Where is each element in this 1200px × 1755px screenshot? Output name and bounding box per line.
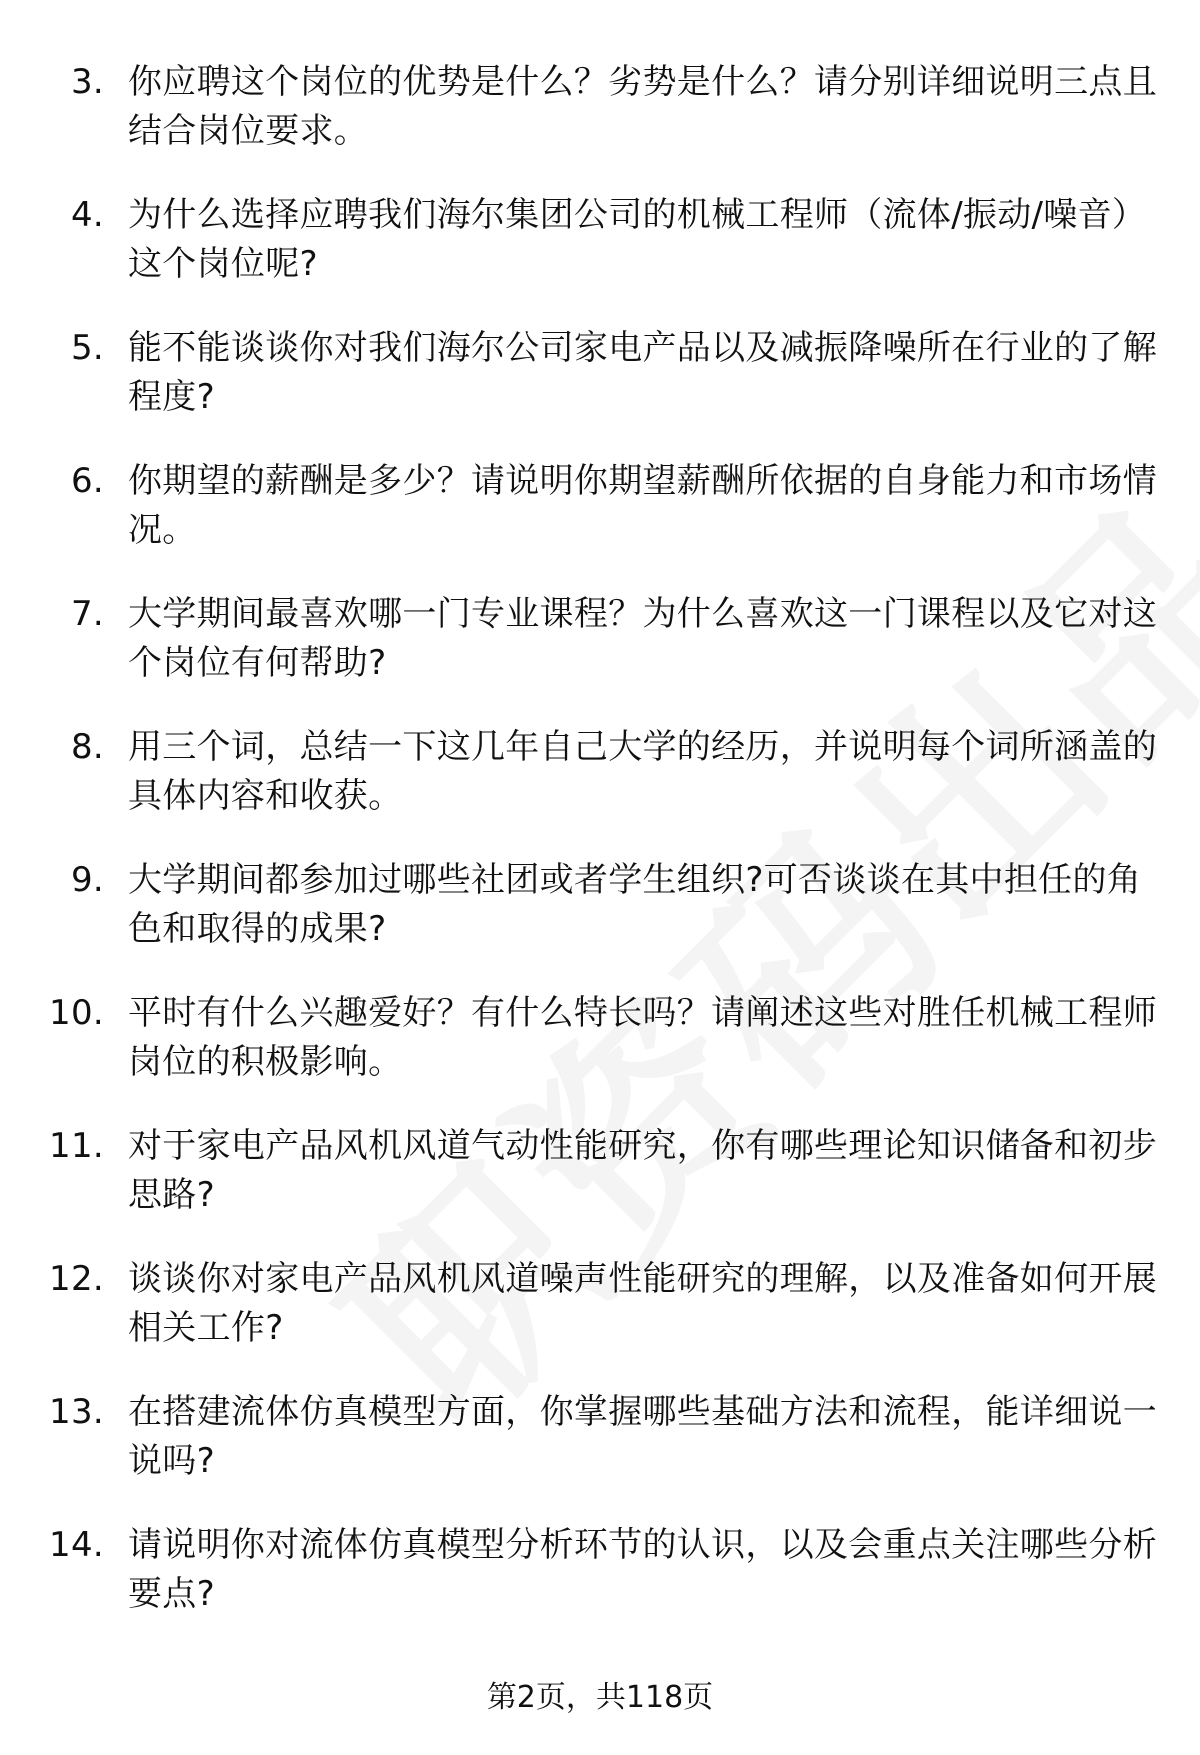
question-number: 7. [70,594,104,634]
page-footer [0,1678,1200,1718]
question-item [0,590,1200,688]
question-item [0,723,1200,821]
question-number: 10. [49,993,104,1033]
page-number-label: 第2页，共118页 [486,1680,714,1715]
question-text: 在搭建流体仿真模型方面，你掌握哪些基础方法和流程，能详细说一说吗? [128,1392,1157,1481]
question-item [0,989,1200,1087]
question-number: 8. [70,727,104,767]
question-item [0,1122,1200,1220]
question-item [0,1521,1200,1619]
question-text: 能不能谈谈你对我们海尔公司家电产品以及减振降噪所在行业的了解程度? [128,328,1157,417]
question-item [0,1255,1200,1353]
question-number: 5. [70,328,104,368]
question-text: 用三个词，总结一下这几年自己大学的经历，并说明每个词所涵盖的具体内容和收获。 [128,727,1157,816]
question-number: 11. [49,1126,104,1166]
question-item [0,191,1200,289]
question-text: 你应聘这个岗位的优势是什么？劣势是什么？请分别详细说明三点且结合岗位要求。 [128,62,1157,151]
question-text: 对于家电产品风机风道气动性能研究，你有哪些理论知识储备和初步思路? [128,1126,1157,1215]
question-number: 3. [70,62,104,102]
question-text: 谈谈你对家电产品风机风道噪声性能研究的理解，以及准备如何开展相关工作? [128,1259,1157,1348]
question-item [0,856,1200,954]
question-item [0,58,1200,156]
question-item [0,1388,1200,1486]
question-list [0,58,1200,1654]
question-number: 14. [49,1525,104,1565]
question-number: 13. [49,1392,104,1432]
question-number: 6. [70,461,104,501]
question-item [0,324,1200,422]
question-text: 为什么选择应聘我们海尔集团公司的机械工程师（流体/振动/噪音）这个岗位呢? [128,195,1147,284]
question-item [0,457,1200,555]
question-text: 平时有什么兴趣爱好？有什么特长吗？请阐述这些对胜任机械工程师岗位的积极影响。 [128,993,1157,1082]
question-text: 你期望的薪酬是多少？请说明你期望薪酬所依据的自身能力和市场情况。 [128,461,1157,550]
question-text: 大学期间最喜欢哪一门专业课程？为什么喜欢这一门课程以及它对这个岗位有何帮助? [128,594,1157,683]
question-text: 大学期间都参加过哪些社团或者学生组织?可否谈谈在其中担任的角色和取得的成果? [128,860,1142,949]
question-number: 12. [49,1259,104,1299]
question-text: 请说明你对流体仿真模型分析环节的认识，以及会重点关注哪些分析要点? [128,1525,1157,1614]
question-number: 9. [70,860,104,900]
question-number: 4. [70,195,104,235]
